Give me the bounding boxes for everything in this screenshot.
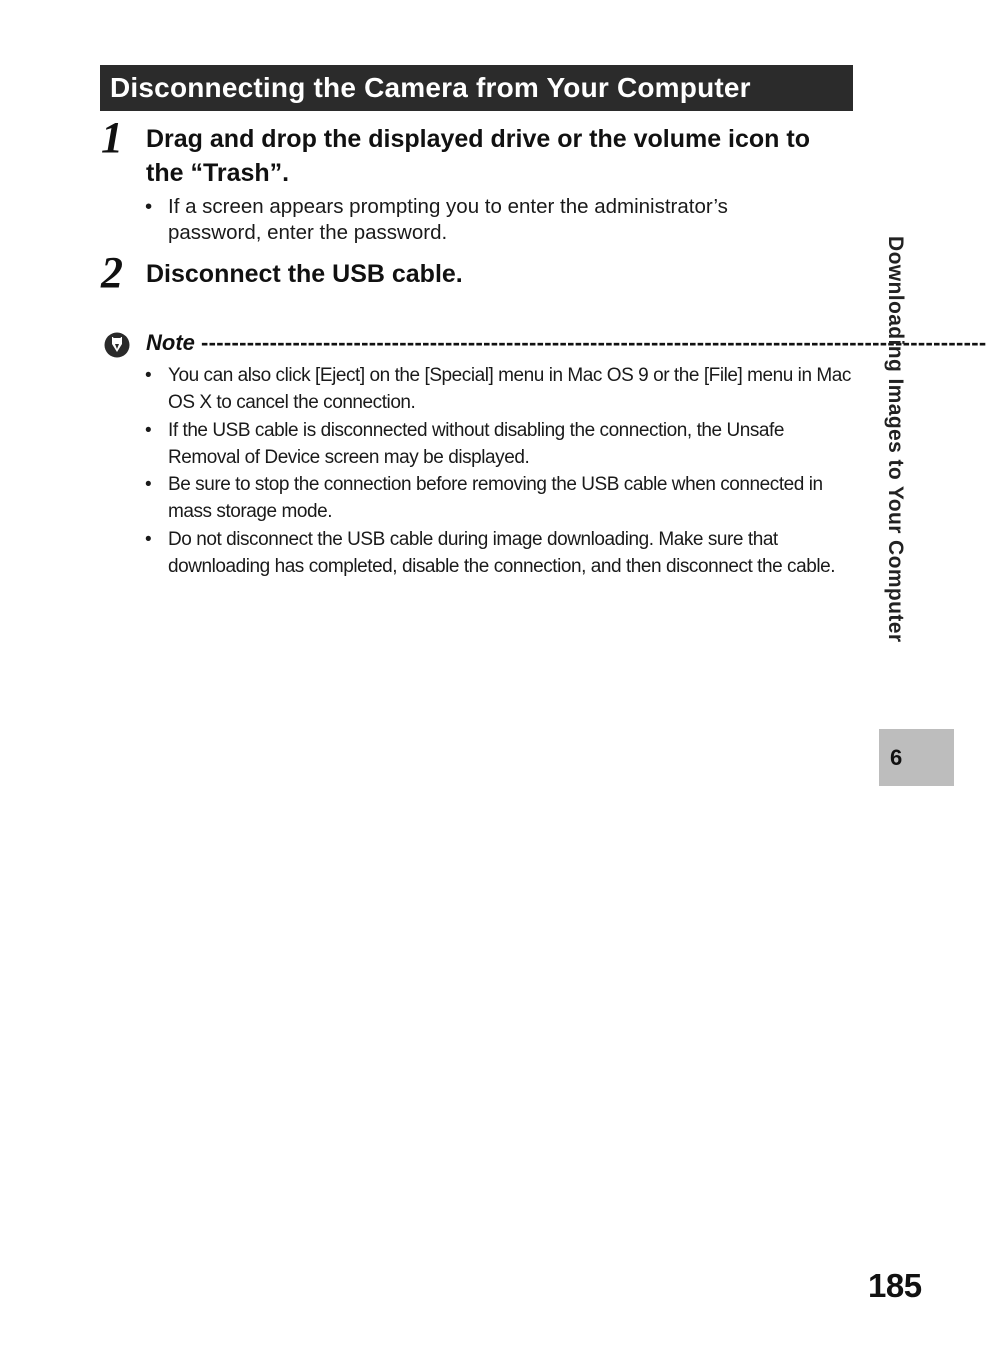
step-2-number: 2 [101, 248, 123, 297]
note-line-1: If the USB cable is disconnected without disabling the connection, the Unsafe [168, 419, 784, 441]
note-label: Note [146, 330, 195, 355]
bullet-marker: • [145, 365, 152, 386]
step-1-title [146, 122, 810, 190]
note-line-1: You can also click [Eject] on the [Special] menu in Mac OS 9 or the [File] menu in Mac [168, 365, 851, 386]
note-pencil-icon [103, 330, 131, 358]
chapter-side-label [880, 236, 920, 716]
step-2-title-line-1: Disconnect the USB cable. [146, 260, 463, 288]
note-line-2: downloading has completed, disable the connection, and then disconnect the cable. [168, 556, 836, 578]
note-bullets [140, 362, 854, 580]
chapter-number: 6 [890, 745, 903, 770]
bullet-line-2: password, enter the password. [168, 221, 448, 244]
step-1-title-line-2: the “Trash”. [146, 159, 290, 187]
list-item [140, 362, 854, 417]
note-line-2: mass storage mode. [168, 501, 333, 523]
list-item [140, 194, 820, 246]
note-header [146, 328, 987, 358]
bullet-marker: • [145, 195, 153, 218]
step-1-number: 1 [101, 113, 123, 162]
note-line-1: Do not disconnect the USB cable during image downloading. Make sure that [168, 528, 778, 550]
note-line-2: OS X to cancel the connection. [168, 392, 416, 414]
bullet-marker: • [145, 528, 152, 550]
note-line-2: Removal of Device screen may be displayed. [168, 446, 530, 468]
step-2-title [146, 257, 463, 291]
bullet-line-1: If a screen appears prompting you to enter the administrator’s [168, 195, 728, 218]
note-divider: ------------------------------------------------------------------------------------------------------- [201, 330, 987, 355]
list-item [140, 417, 854, 472]
note-line-1: Be sure to stop the connection before removing the USB cable when connected in [168, 474, 823, 496]
bullet-marker: • [145, 419, 152, 441]
section-title-bar [100, 65, 853, 111]
step-1-bullets [140, 194, 820, 246]
bullet-marker: • [145, 474, 152, 496]
page-number: 185 [868, 1267, 922, 1304]
list-item [140, 526, 854, 581]
step-1-title-line-1: Drag and drop the displayed drive or the volume icon to [146, 125, 810, 153]
chapter-title: Downloading Images to Your Computer [884, 236, 907, 643]
list-item [140, 471, 854, 526]
section-title: Disconnecting the Camera from Your Computer [110, 72, 751, 103]
chapter-tab [879, 729, 954, 786]
